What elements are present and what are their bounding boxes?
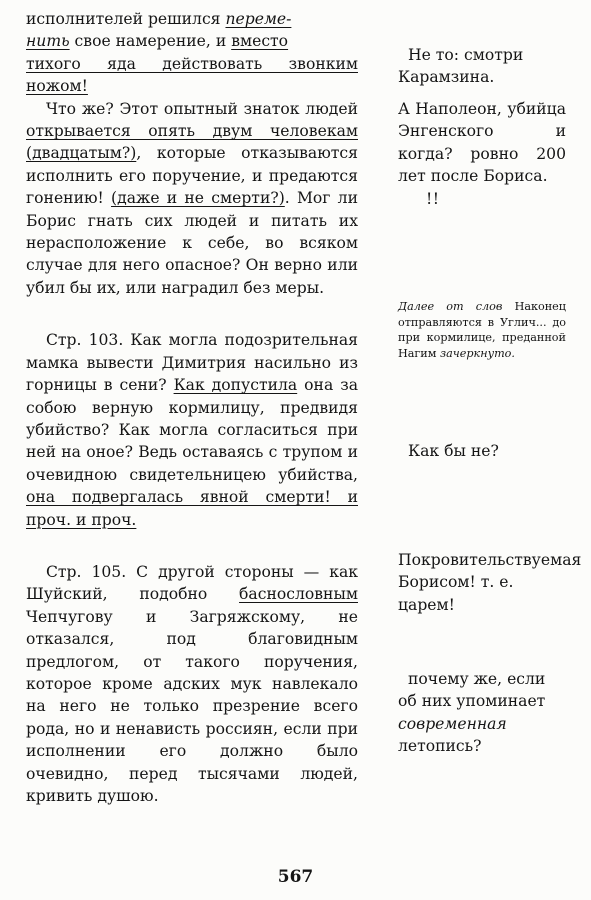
text-span: Стр. 105. С другой стороны — как Шуйский, подобно [26, 562, 358, 604]
underlined-text: Как допустила [173, 376, 298, 395]
editor-italic: зачеркнуто. [440, 346, 515, 360]
underlined-text: баснословным [239, 585, 358, 604]
text-span: Чепчугову и Загряжскому, не отказался, под благовидным предлогом, от такого поручения, которое кроме адских мук навлекало на него не только презрение всего рода, но и ненависть россиян, если при исполнении его должно было очевидно, перед тысячами людей, кривить душою. [26, 607, 358, 805]
margin-note-3 [398, 440, 573, 462]
editorial-note [398, 299, 566, 361]
margin-note-text: Покровительствуемая Борисом! т. е. царем! [398, 551, 582, 614]
text-span: исполнителей решился [26, 10, 226, 28]
margin-note-1 [398, 44, 573, 89]
margin-note-4 [398, 549, 582, 616]
margin-note-text: летопись? [398, 737, 482, 756]
paragraph-1 [26, 8, 358, 98]
page-number: 567 [277, 867, 314, 887]
margin-note-2 [398, 98, 566, 210]
margin-note-text: почему же, если об них упоминает [398, 670, 546, 711]
margin-note-5 [398, 668, 566, 758]
margin-note-text: А Наполеон, убийца Энгенского и когда? ровно 200 лет после Бориса. [398, 100, 566, 186]
text-span: , которые отказываются исполнить его поручение, и предаются гонению! [26, 144, 358, 208]
main-text-column [26, 8, 358, 807]
text-span: Стр. 103. Как могла подозрительная мамка вывести Димитрия насильно из горницы в сени? [26, 331, 358, 395]
underlined-text: тихого яда действовать звонким [26, 54, 358, 73]
text-span: . Мог ли Борис гнать сих людей и питать их нерасположение к себе, во всяком случае для него опасное? Он верно или убил бы их, или наградил без меры. [26, 189, 358, 297]
exclamation-marks: !! [426, 189, 440, 208]
underlined-text: вместо [231, 32, 289, 51]
margin-note-italic: современная [398, 714, 507, 733]
underlined-text: ножом! [26, 77, 88, 96]
paragraph-2 [26, 98, 358, 300]
underlined-text: открывается опять двум человекам (двадцатым?) [26, 122, 358, 163]
text-span: свое намерение, и [69, 32, 232, 51]
margin-note-text: Как бы не? [408, 442, 499, 460]
underlined-text: (даже и не смерти?) [111, 189, 285, 208]
underlined-text: она подвергалась явной смерти! и проч. и проч. [26, 488, 358, 529]
underlined-italic: нить [26, 32, 70, 51]
paragraph-4 [26, 561, 358, 807]
text-span: она за собою верную кормилицу, предвидя убийство? Как могла согласиться при ней на оное? Ведь оставаясь с трупом и очевидною свидетельницею убийства, [26, 376, 359, 484]
margin-note-text: Не то: смотри Карамзина. [398, 46, 524, 87]
text-span: Что же? Этот опытный знаток людей [46, 99, 358, 118]
editor-text: Наконец отправляются в Углич... до при кормилице, преданной Нагим [398, 300, 566, 360]
editor-italic: Далее от слов [398, 300, 503, 313]
underlined-italic: переме- [225, 10, 292, 28]
paragraph-3 [26, 329, 358, 531]
